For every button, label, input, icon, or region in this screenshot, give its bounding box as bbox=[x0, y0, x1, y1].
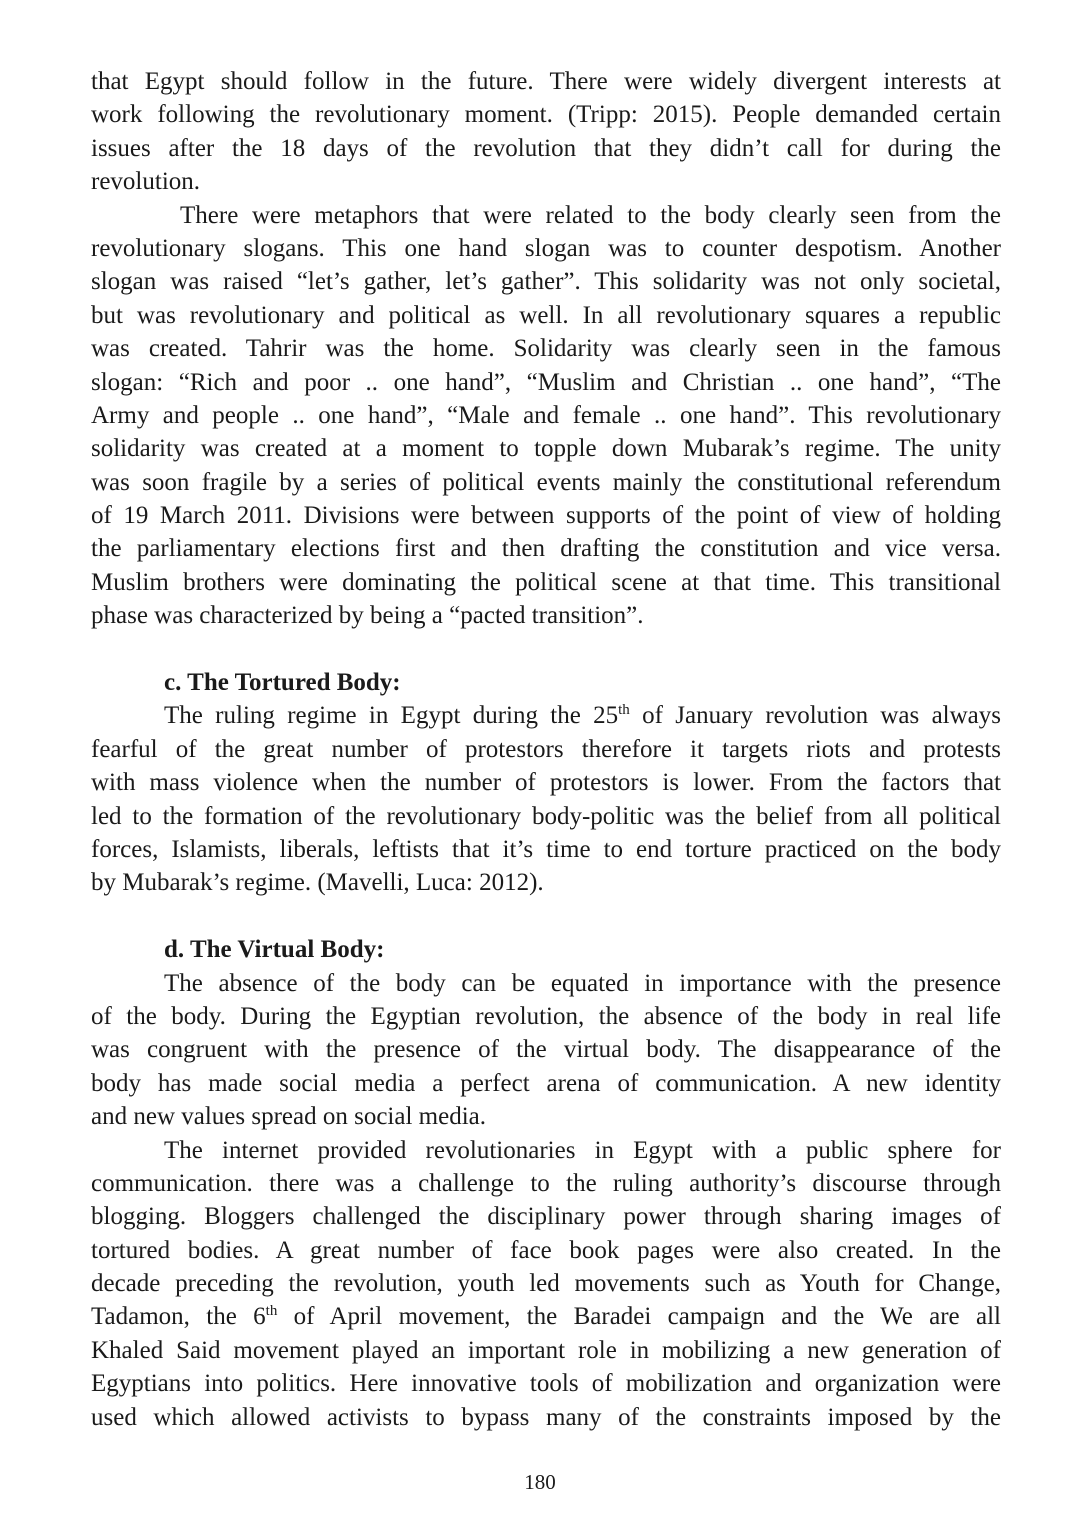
text-line: revolutionary slogans. This one hand slogan was to counter despotism. Another bbox=[91, 234, 1001, 262]
page-number: 180 bbox=[524, 1470, 556, 1494]
text-line: issues after the 18 days of the revolution that they didn’t call for during the bbox=[91, 134, 1001, 162]
text-segment: The ruling regime in Egypt during the 25 bbox=[164, 702, 619, 730]
paragraph bbox=[91, 199, 1001, 633]
text-line: slogan: “Rich and poor .. one hand”, “Muslim and Christian .. one hand”, “The bbox=[91, 368, 1001, 396]
text-line: decade preceding the revolution, youth led movements such as Youth for Change, bbox=[91, 1270, 1001, 1298]
text-line: There were metaphors that were related to the body clearly seen from the bbox=[180, 201, 1001, 229]
text-line: slogan was raised “let’s gather, let’s gather”. This solidarity was not only societal, bbox=[91, 268, 1001, 296]
text-line: communication. there was a challenge to the ruling authority’s discourse through bbox=[91, 1169, 1001, 1197]
text-line: phase was characterized by being a “pacted transition”. bbox=[91, 602, 644, 630]
text-line: but was revolutionary and political as well. In all revolutionary squares a republic bbox=[91, 301, 1001, 329]
text-line: used which allowed activists to bypass many of the constraints imposed by the bbox=[91, 1403, 1001, 1431]
text-line: Muslim brothers were dominating the political scene at that time. This transitional bbox=[91, 568, 1001, 596]
paragraph bbox=[91, 65, 1001, 199]
text-line: Khaled Said movement played an important role in mobilizing a new generation of bbox=[91, 1336, 1001, 1364]
text-line: was congruent with the presence of the virtual body. The disappearance of the bbox=[91, 1036, 1001, 1064]
text-line bbox=[91, 699, 1001, 732]
text-line: of 19 March 2011. Divisions were between supports of the point of view of holding bbox=[91, 502, 1001, 530]
text-line: was created. Tahrir was the home. Solidarity was clearly seen in the famous bbox=[91, 335, 1001, 363]
text-line: forces, Islamists, liberals, leftists that it’s time to end torture practiced on the body bbox=[91, 835, 1001, 863]
text-line: the parliamentary elections first and then drafting the constitution and vice versa. bbox=[91, 535, 1001, 563]
text-line: body has made social media a perfect arena of communication. A new identity bbox=[91, 1069, 1001, 1097]
text-line: The internet provided revolutionaries in Egypt with a public sphere for bbox=[164, 1136, 1001, 1164]
section-heading: c. The Tortured Body: bbox=[164, 669, 401, 697]
paragraph bbox=[91, 699, 1001, 899]
text-line: that Egypt should follow in the future. There were widely divergent interests at bbox=[91, 68, 1001, 95]
text-segment: Tadamon, the 6 bbox=[91, 1303, 266, 1331]
blank-line bbox=[91, 900, 1001, 933]
page-body bbox=[91, 65, 1001, 1434]
text-line: The absence of the body can be equated in importance with the presence bbox=[164, 969, 1001, 997]
superscript: th bbox=[618, 702, 630, 719]
text-line: was soon fragile by a series of political events mainly the constitutional referendum bbox=[91, 468, 1001, 496]
text-line: by Mubarak’s regime. (Mavelli, Luca: 2012). bbox=[91, 869, 544, 897]
text-line: blogging. Bloggers challenged the disciplinary power through sharing images of bbox=[91, 1203, 1001, 1231]
blank-line bbox=[91, 633, 1001, 666]
superscript: th bbox=[265, 1303, 278, 1320]
text-line: with mass violence when the number of protestors is lower. From the factors that bbox=[91, 769, 1001, 797]
paragraph bbox=[91, 967, 1001, 1134]
text-line: tortured bodies. A great number of face book pages were also created. In the bbox=[91, 1236, 1001, 1264]
text-line: led to the formation of the revolutionary body-politic was the belief from all political bbox=[91, 802, 1001, 830]
text-line: and new values spread on social media. bbox=[91, 1103, 487, 1131]
text-line: of the body. During the Egyptian revolution, the absence of the body in real life bbox=[91, 1002, 1001, 1030]
text-line: revolution. bbox=[91, 168, 201, 196]
text-line: solidarity was created at a moment to topple down Mubarak’s regime. The unity bbox=[91, 435, 1001, 463]
text-segment: of April movement, the Baradei campaign and the We are all bbox=[277, 1303, 1001, 1331]
text-line: Army and people .. one hand”, “Male and female .. one hand”. This revolutionary bbox=[91, 401, 1001, 429]
text-line bbox=[91, 1300, 1001, 1333]
text-line: fearful of the great number of protestors therefore it targets riots and protests bbox=[91, 735, 1001, 763]
paragraph bbox=[91, 1134, 1001, 1435]
text-line: work following the revolutionary moment. (Tripp: 2015). People demanded certain bbox=[91, 101, 1001, 129]
text-line: Egyptians into politics. Here innovative tools of mobilization and organization were bbox=[91, 1370, 1001, 1398]
section-heading: d. The Virtual Body: bbox=[164, 936, 385, 964]
text-segment: of January revolution was always bbox=[629, 702, 1001, 730]
